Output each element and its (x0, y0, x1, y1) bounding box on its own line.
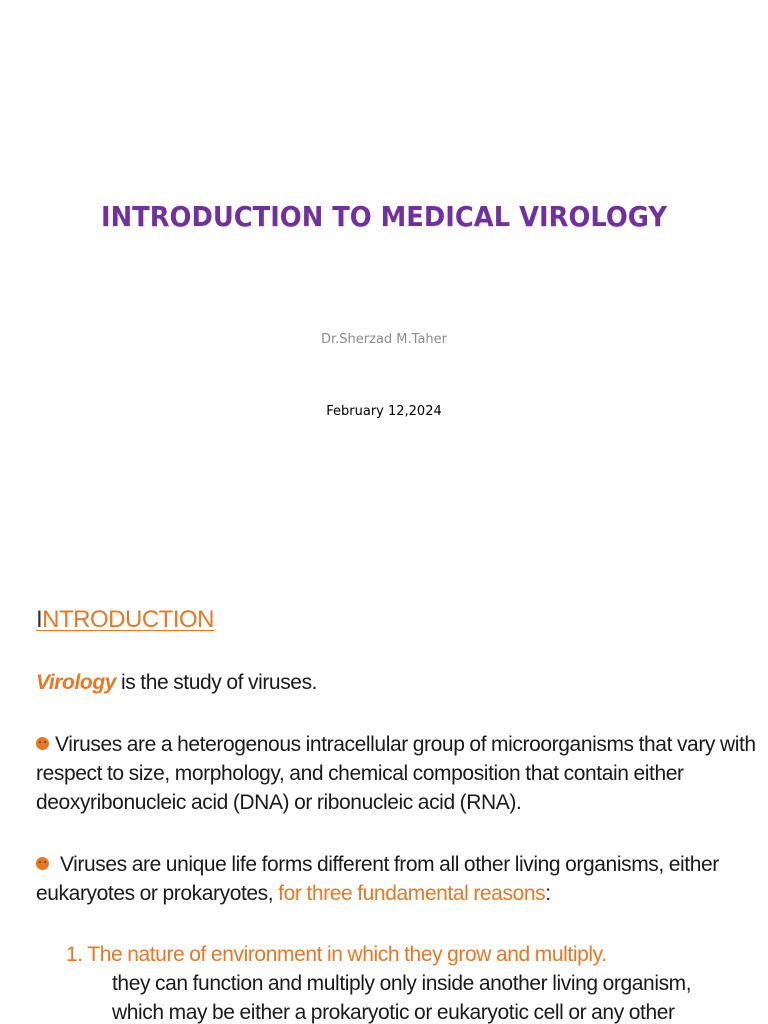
slide-date: February 12,2024 (326, 404, 442, 419)
heading-first-letter: I (36, 606, 43, 633)
bullet-paragraph-2 (36, 850, 756, 908)
slide-author: Dr.Sherzad M.Taher (321, 332, 447, 347)
heading-rest: NTRODUCTION (42, 606, 214, 633)
virology-definition-text: is the study of viruses. (116, 671, 318, 694)
numbered-item-1-title: 1. The nature of environment in which they grow and multiply. (66, 943, 607, 966)
bullet-paragraph-1 (36, 730, 756, 817)
bullet-2-end: : (545, 882, 551, 905)
bullet-1-text: Viruses are a heterogenous intracellular group of microorganisms that vary with respect to size, morphology, and chemical composition that contain either deoxyribonucleic acid (DNA) or ribonucleic acid (RNA). (36, 733, 756, 814)
slide-title: INTRODUCTION TO MEDICAL VIROLOGY (100, 200, 667, 233)
item-1-line-1: they can function and multiply only inside another living organism, (112, 972, 692, 995)
bullet-2-text: Viruses are unique life forms different from all other living organisms, either eukaryotes or prokaryotes, (36, 853, 719, 905)
item-1-line-2: which may be either a prokaryotic or eukaryotic cell or any other (112, 1001, 675, 1024)
orange-face-bullet-icon (36, 857, 49, 870)
orange-face-bullet-icon (36, 737, 49, 750)
virology-term: Virology (36, 671, 117, 694)
bullet-2-highlight: for three fundamental reasons (278, 882, 546, 905)
virology-definition (36, 668, 756, 697)
section-heading (36, 606, 214, 634)
